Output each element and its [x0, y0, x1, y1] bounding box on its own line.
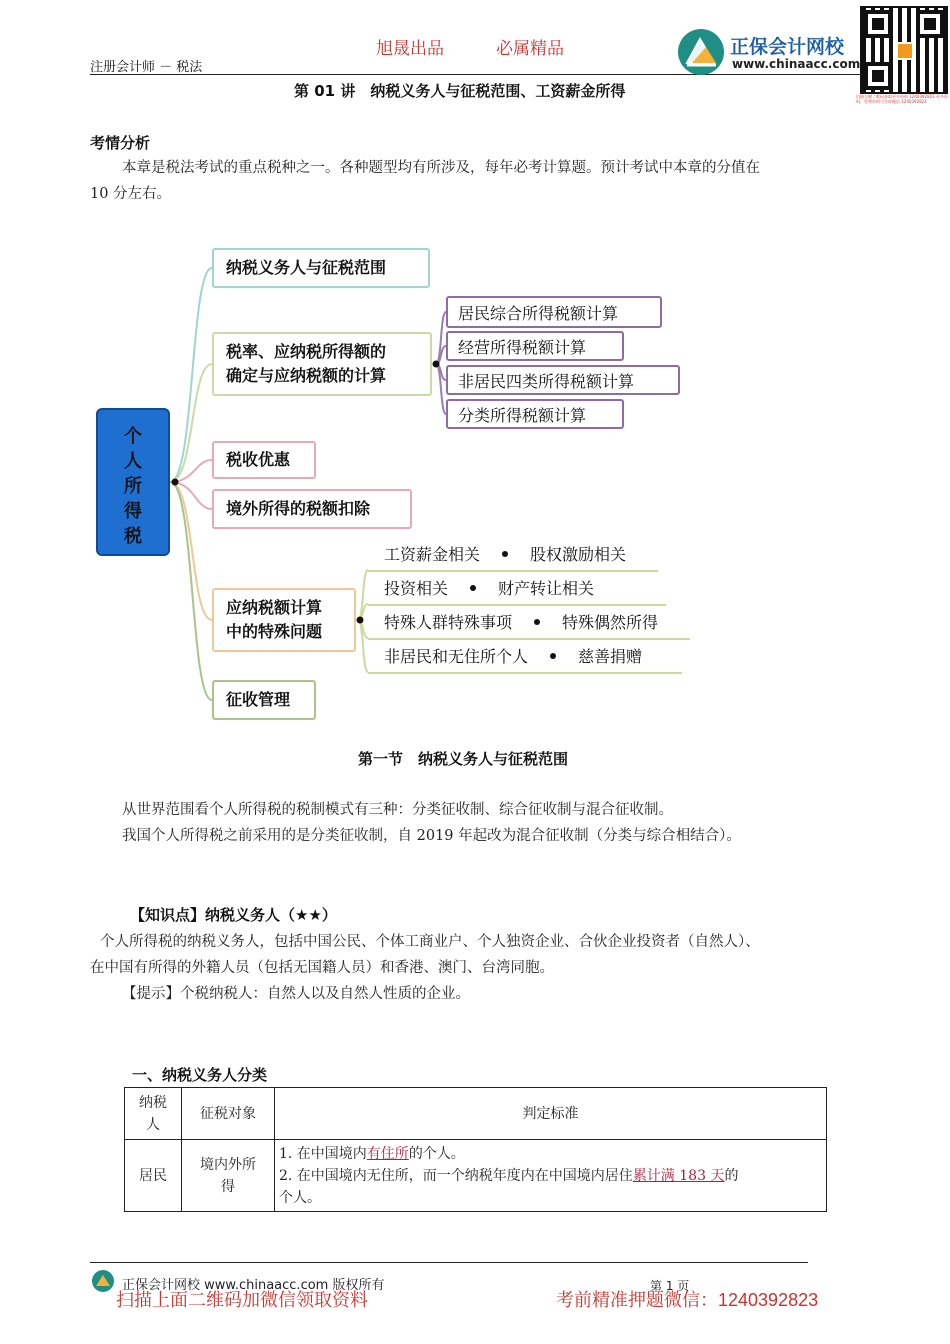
special-item: 股权激励相关: [530, 545, 627, 564]
knowledge-line-1: 个人所得税的纳税义务人，包括中国公民、个体工商业户、个人独资企业、合伙企业投资者（自然人）、: [100, 934, 760, 950]
criteria-text: 2. 在中国境内无住所，而一个纳税年度内在中国境内居住: [279, 1167, 633, 1184]
footer-copyright: 正保会计网校 www.chinaacc.com 版权所有: [122, 1278, 385, 1293]
cell-text: 境内外所: [200, 1156, 256, 1173]
criteria-text: 个人。: [279, 1189, 321, 1206]
header-text: 纳税: [139, 1094, 167, 1111]
special-item: 特殊人群特殊事项: [384, 613, 513, 632]
cell-object: [182, 1140, 275, 1212]
criteria-text: 的: [724, 1167, 739, 1184]
branch-label: 中的特殊问题: [226, 622, 323, 641]
qr-caption: 扫描左侧二维码获取更多资料 1240392823 更多资料、免费资料可咨询微信 1240392823: [856, 94, 948, 104]
branch-foreign-credit: [212, 489, 412, 529]
cell-resident: 居民: [125, 1140, 182, 1212]
bullet-icon: [550, 653, 556, 659]
bullet-icon: [534, 619, 540, 625]
mindmap-root: [96, 408, 170, 556]
child-resident-comprehensive: 居民综合所得税额计算: [446, 296, 662, 328]
branch-taxpayer-scope: [212, 248, 430, 288]
lecture-title: 第 01 讲 纳税义务人与征税范围、工资薪金所得: [294, 82, 626, 100]
branch-tax-incentives: [212, 441, 316, 479]
promo-right: 考前精准押题微信：1240392823: [556, 1290, 819, 1310]
special-line-1: [384, 542, 626, 565]
bullet-icon: [502, 551, 508, 557]
criteria-text: 的个人。: [408, 1145, 465, 1162]
classification-heading: 一、纳税义务人分类: [132, 1066, 268, 1084]
special-item: 非居民和无住所个人: [384, 647, 529, 666]
branch-special-issues: [212, 588, 356, 652]
header-object: 征税对象: [182, 1088, 275, 1140]
branch-label: 税收优惠: [226, 450, 291, 469]
page-number: 第 1 页: [650, 1279, 690, 1293]
bullet-icon: [470, 585, 476, 591]
footer-divider: [90, 1262, 808, 1263]
section-paragraph-2: 我国个人所得税之前采用的是分类征收制，自 2019 年起改为混合征收制（分类与综合相结合）。: [122, 828, 741, 844]
special-item: 工资薪金相关: [384, 545, 481, 564]
criteria-1: [279, 1143, 822, 1165]
criteria-highlight: 累计满 183 天: [632, 1167, 725, 1184]
knowledge-title: 【知识点】纳税义务人（★★）: [130, 906, 337, 924]
logo-url[interactable]: www.chinaacc.com: [732, 57, 861, 71]
table-header-row: [125, 1088, 827, 1140]
slogan-right: 必属精品: [496, 39, 564, 59]
analysis-line-2: 10 分左右。: [90, 186, 172, 202]
special-line-4: [384, 644, 642, 667]
special-line-rule: [368, 638, 690, 640]
taxpayer-classification-table: [124, 1087, 827, 1212]
header-criteria: 判定标准: [275, 1088, 827, 1140]
branch-label: 税率、应纳税所得额的: [226, 342, 387, 361]
branch-tax-calculation: [212, 332, 432, 396]
special-item: 特殊偶然所得: [562, 613, 659, 632]
course-name: 注册会计师 － 税法: [90, 60, 203, 75]
special-line-rule: [368, 672, 682, 674]
slogan-left: 旭晟出品: [376, 39, 444, 59]
criteria-2: [279, 1165, 822, 1187]
special-item: 慈善捐赠: [578, 647, 643, 666]
child-classified-income: 分类所得税额计算: [446, 399, 624, 429]
special-line-3: [384, 610, 658, 633]
analysis-heading: 考情分析: [90, 134, 151, 152]
logo-name: 正保会计网校: [730, 36, 845, 58]
special-line-rule: [368, 570, 658, 572]
branch-collection-management: [212, 680, 316, 720]
table-row: [125, 1140, 827, 1212]
footer-logo-icon: [92, 1270, 114, 1292]
child-business-income: 经营所得税额计算: [446, 331, 624, 361]
branch-label: 纳税义务人与征税范围: [226, 258, 387, 277]
promo-left: 扫描上面二维码加微信领取资料: [116, 1290, 368, 1311]
knowledge-tip: 【提示】个税纳税人：自然人以及自然人性质的企业。: [122, 986, 470, 1002]
cell-criteria: [275, 1140, 827, 1212]
knowledge-line-2: 在中国有所得的外籍人员（包括无国籍人员）和香港、澳门、台湾同胞。: [90, 960, 554, 976]
header-text: 人: [146, 1116, 160, 1133]
branch-label: 确定与应纳税额的计算: [226, 366, 387, 385]
section-title: 第一节 纳税义务人与征税范围: [358, 750, 569, 768]
branch-label: 应纳税额计算: [226, 598, 323, 617]
special-line-rule: [368, 604, 666, 606]
child-nonresident-four: 非居民四类所得税额计算: [446, 365, 680, 395]
special-line-2: [384, 576, 594, 599]
cell-text: 得: [221, 1178, 235, 1195]
criteria-highlight: 有住所: [366, 1145, 409, 1162]
branch-label: 征收管理: [226, 690, 291, 709]
analysis-line-1: 本章是税法考试的重点税种之一。各种题型均有所涉及，每年必考计算题。预计考试中本章的分值在: [122, 160, 760, 176]
section-paragraph-1: 从世界范围看个人所得税的税制模式有三种：分类征收制、综合征收制与混合征收制。: [122, 802, 673, 818]
mindmap-root-label: 个人所得税: [124, 426, 142, 547]
special-item: 财产转让相关: [498, 579, 595, 598]
header-taxpayer: [125, 1088, 182, 1140]
special-item: 投资相关: [384, 579, 449, 598]
branch-label: 境外所得的税额扣除: [226, 499, 371, 518]
criteria-text: 1. 在中国境内: [279, 1145, 367, 1162]
